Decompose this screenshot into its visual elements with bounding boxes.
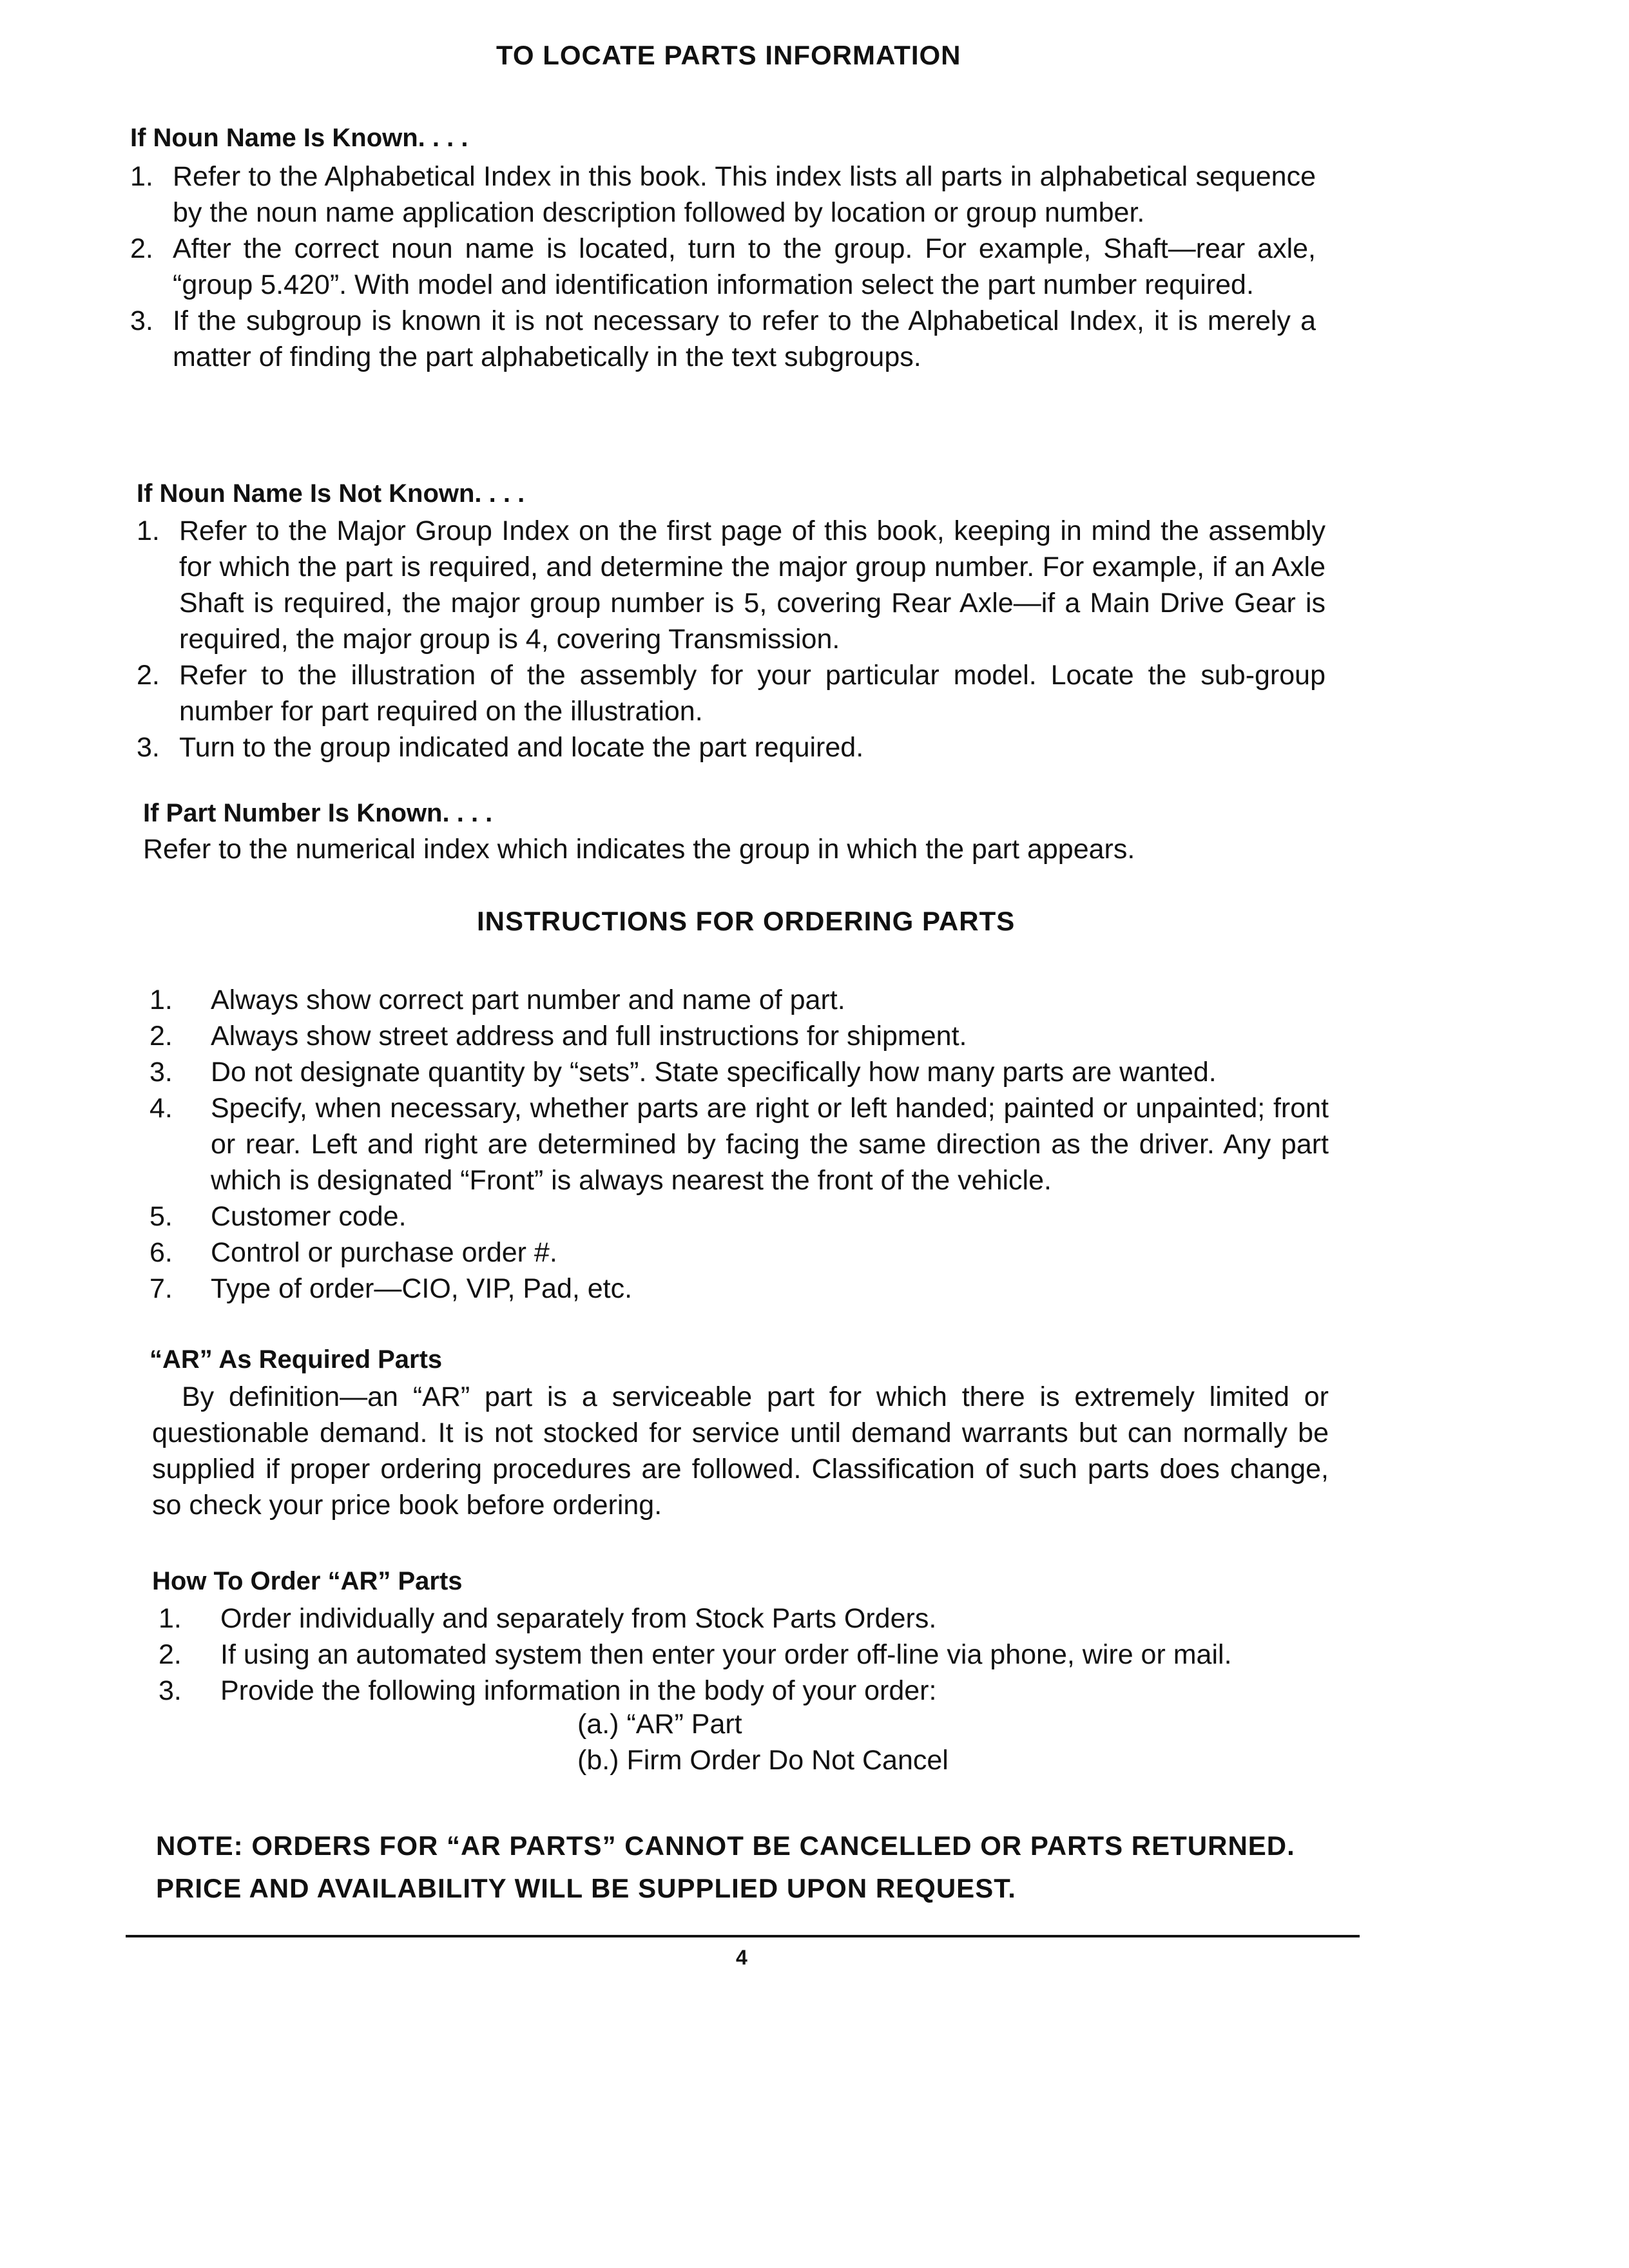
list-item [149,1054,1329,1090]
item-number: 1. [159,1603,182,1634]
list-item [159,1673,1331,1709]
item-number: 2. [137,660,160,691]
item-number: 1. [137,515,160,546]
list-item [137,729,1325,765]
list-item [159,1600,1331,1637]
page-title: TO LOCATE PARTS INFORMATION [496,40,961,70]
item-text: Customer code. [211,1201,407,1232]
item-text: Specify, when necessary, whether parts are right or left handed; painted or unpainted; front or rear. Left and right are determined by facing the same direction as the driver. Any part which is designated “Front” is always nearest the front of the vehicle. [211,1093,1329,1196]
item-number: 2. [130,233,153,264]
list-item [149,1198,1329,1235]
list-item [137,513,1325,657]
item-text: Refer to the Alphabetical Index in this book. This index lists all parts in alphabetical sequence by the noun name application description followed by location or group number. [173,161,1316,228]
item-number: 3. [159,1675,182,1706]
item-number: 7. [149,1273,173,1304]
item-text: Always show correct part number and name of part. [211,985,845,1015]
item-text: Order individually and separately from Stock Parts Orders. [220,1603,937,1634]
noun-known-list [130,159,1316,375]
item-text: Type of order—CIO, VIP, Pad, etc. [211,1273,633,1304]
item-text: Provide the following information in the body of your order: [220,1675,937,1706]
note-text: NOTE: ORDERS FOR “AR PARTS” CANNOT BE CANCELLED OR PARTS RETURNED. PRICE AND AVAILABILITY WILL BE SUPPLIED UPON REQUEST. [156,1831,1295,1903]
item-text: Control or purchase order #. [211,1237,557,1268]
item-text: Refer to the Major Group Index on the first page of this book, keeping in mind the assembly for which the part is required, and determine the major group number. For example, if an Axle Shaft is required, the major group number is 5, covering Rear Axle—if a Main Drive Gear is required, the major group is 4, covering Transmission. [179,515,1325,655]
footer-rule [126,1935,1360,1937]
item-text: After the correct noun name is located, turn to the group. For example, Shaft—rear axle, “group 5.420”. With model and identification information select the part number required. [173,233,1316,300]
ordering-title: INSTRUCTIONS FOR ORDERING PARTS [477,906,1016,936]
item-number: 3. [149,1057,173,1088]
noun-not-known-list [137,513,1325,765]
item-number: 4. [149,1093,173,1124]
list-item [159,1637,1331,1673]
item-number: 3. [130,305,153,336]
item-text: Turn to the group indicated and locate the part required. [179,732,864,763]
item-number: 2. [149,1021,173,1052]
item-text: If the subgroup is known it is not necessary to refer to the Alphabetical Index, it is merely a matter of finding the part alphabetically in the text subgroups. [173,305,1316,372]
item-number: 3. [137,732,160,763]
item-text: Do not designate quantity by “sets”. State specifically how many parts are wanted. [211,1057,1217,1088]
list-item [149,1090,1329,1198]
part-number-known-heading: If Part Number Is Known. . . . [143,799,493,827]
part-number-known-text: Refer to the numerical index which indicates the group in which the part appears. [143,834,1135,865]
item-text: Always show street address and full instructions for shipment. [211,1021,967,1052]
noun-known-heading: If Noun Name Is Known. . . . [130,124,468,152]
list-item [130,231,1316,303]
item-text: Refer to the illustration of the assembly for your particular model. Locate the sub-group number for part required on the illustration. [179,660,1325,727]
list-item [130,159,1316,231]
sub-item: (b.) Firm Order Do Not Cancel [577,1745,949,1776]
sub-item: (a.) “AR” Part [577,1709,742,1740]
list-item [149,982,1329,1018]
how-to-order-list [159,1600,1331,1709]
list-item [149,1018,1329,1054]
item-number: 5. [149,1201,173,1232]
item-number: 2. [159,1639,182,1670]
list-item [149,1235,1329,1271]
list-item [130,303,1316,375]
ar-parts-heading: “AR” As Required Parts [149,1345,443,1374]
ordering-list [149,982,1329,1307]
how-to-order-heading: How To Order “AR” Parts [152,1567,463,1595]
item-number: 1. [130,161,153,192]
item-text: If using an automated system then enter your order off-line via phone, wire or mail. [220,1639,1232,1670]
ar-parts-text: By definition—an “AR” part is a serviceable part for which there is extremely limited or questionable demand. It is not stocked for service until demand warrants but can normally be supplied if proper ordering procedures are followed. Classification of such parts does change, so check your price book before ordering. [152,1381,1329,1521]
item-number: 6. [149,1237,173,1268]
item-number: 1. [149,985,173,1015]
list-item [149,1271,1329,1307]
list-item [137,657,1325,729]
page-number: 4 [736,1946,747,1969]
noun-not-known-heading: If Noun Name Is Not Known. . . . [137,479,525,508]
